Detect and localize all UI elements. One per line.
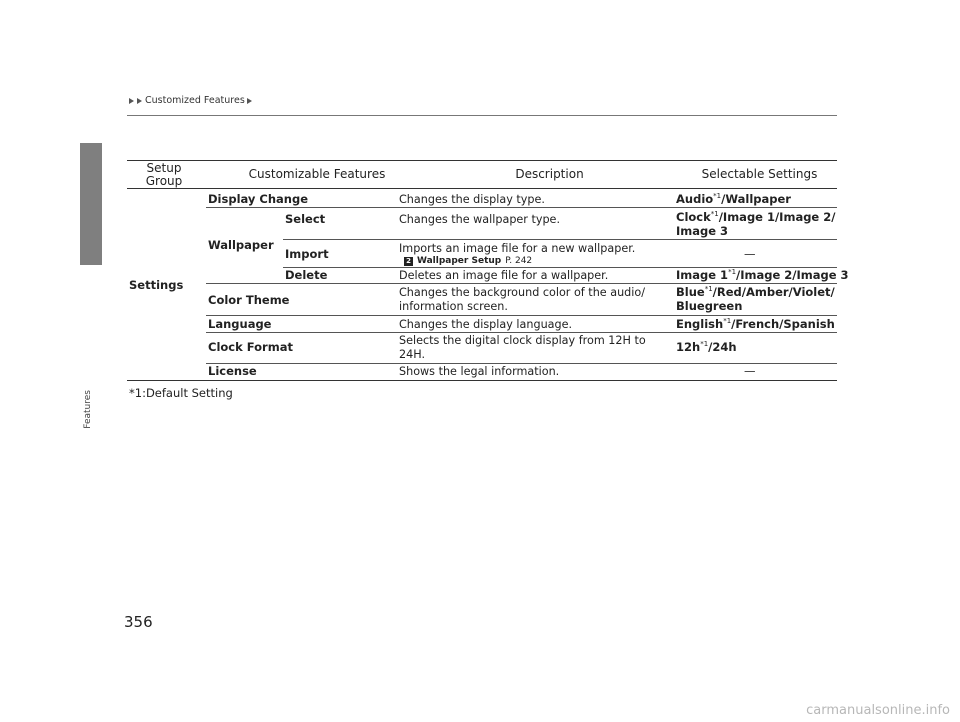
table-bottom-rule (127, 380, 837, 381)
xref-label: Wallpaper Setup (417, 256, 502, 266)
breadcrumb-label[interactable]: Customized Features (145, 95, 245, 106)
page-reference-icon: 2 (404, 257, 413, 266)
setting-select: Clock$^{*1}$/Image 1/Image 2/ (676, 210, 836, 224)
header-setup-group: Setup Group (145, 161, 183, 188)
footnote: *1:Default Setting (129, 386, 233, 400)
setting-color-theme-line2: Bluegreen (676, 299, 743, 313)
desc-language: Changes the display language. (399, 318, 573, 331)
setting-select-line2: Image 3 (676, 224, 729, 238)
feature-color-theme: Color Theme (208, 293, 290, 307)
header-rule (127, 115, 837, 116)
page-number: 356 (124, 613, 153, 631)
header-description: Description (515, 167, 584, 181)
desc-import: Imports an image file for a new wallpaper. (399, 242, 636, 255)
setting-language: English$^{*1}$/French/Spanish (676, 317, 835, 331)
row-divider (206, 332, 837, 333)
breadcrumb-arrow-icon (137, 98, 142, 104)
row-divider (206, 283, 837, 284)
table-header (127, 160, 837, 189)
section-label: Features (83, 390, 93, 429)
desc-color-theme-line1: Changes the background color of the audio/ (399, 286, 645, 299)
setting-import: — (744, 247, 756, 261)
desc-delete: Deletes an image file for a wallpaper. (399, 269, 609, 282)
row-divider (283, 239, 837, 240)
row-divider (206, 207, 837, 208)
setting-color-theme: Blue$^{*1}$/Red/Amber/Violet/ (676, 285, 835, 299)
setup-group-settings: Settings (129, 278, 184, 292)
feature-license: License (208, 364, 257, 378)
desc-license: Shows the legal information. (399, 365, 560, 378)
setting-delete: Image 1$^{*1}$/Image 2/Image 3 (676, 268, 849, 282)
header-customizable-features: Customizable Features (248, 167, 386, 181)
setting-display-change: Audio$^{*1}$/Wallpaper (676, 192, 791, 206)
desc-color-theme-line2: information screen. (399, 300, 508, 313)
feature-select: Select (285, 212, 326, 226)
setting-license: — (744, 364, 756, 378)
watermark: carmanualsonline.info (806, 703, 950, 718)
feature-language: Language (208, 317, 272, 331)
feature-delete: Delete (285, 268, 328, 282)
breadcrumb-arrow-icon (247, 98, 252, 104)
desc-clock-format-line1: Selects the digital clock display from 12H to (399, 334, 646, 347)
header-selectable-settings: Selectable Settings (701, 167, 818, 181)
feature-display-change: Display Change (208, 192, 309, 206)
row-divider (206, 363, 837, 364)
row-divider (206, 315, 837, 316)
desc-select: Changes the wallpaper type. (399, 213, 561, 226)
breadcrumb-arrow-icon (129, 98, 134, 104)
feature-import: Import (285, 247, 329, 261)
setting-clock-format: $12h^{*1}/24h$ (676, 340, 737, 354)
feature-wallpaper: Wallpaper (208, 238, 274, 252)
feature-clock-format: Clock Format (208, 340, 293, 354)
desc-clock-format-line2: 24H. (399, 348, 426, 361)
desc-display-change: Changes the display type. (399, 193, 545, 206)
section-tab (80, 143, 102, 265)
xref-page: P. 242 (505, 256, 533, 266)
breadcrumb (129, 95, 253, 106)
